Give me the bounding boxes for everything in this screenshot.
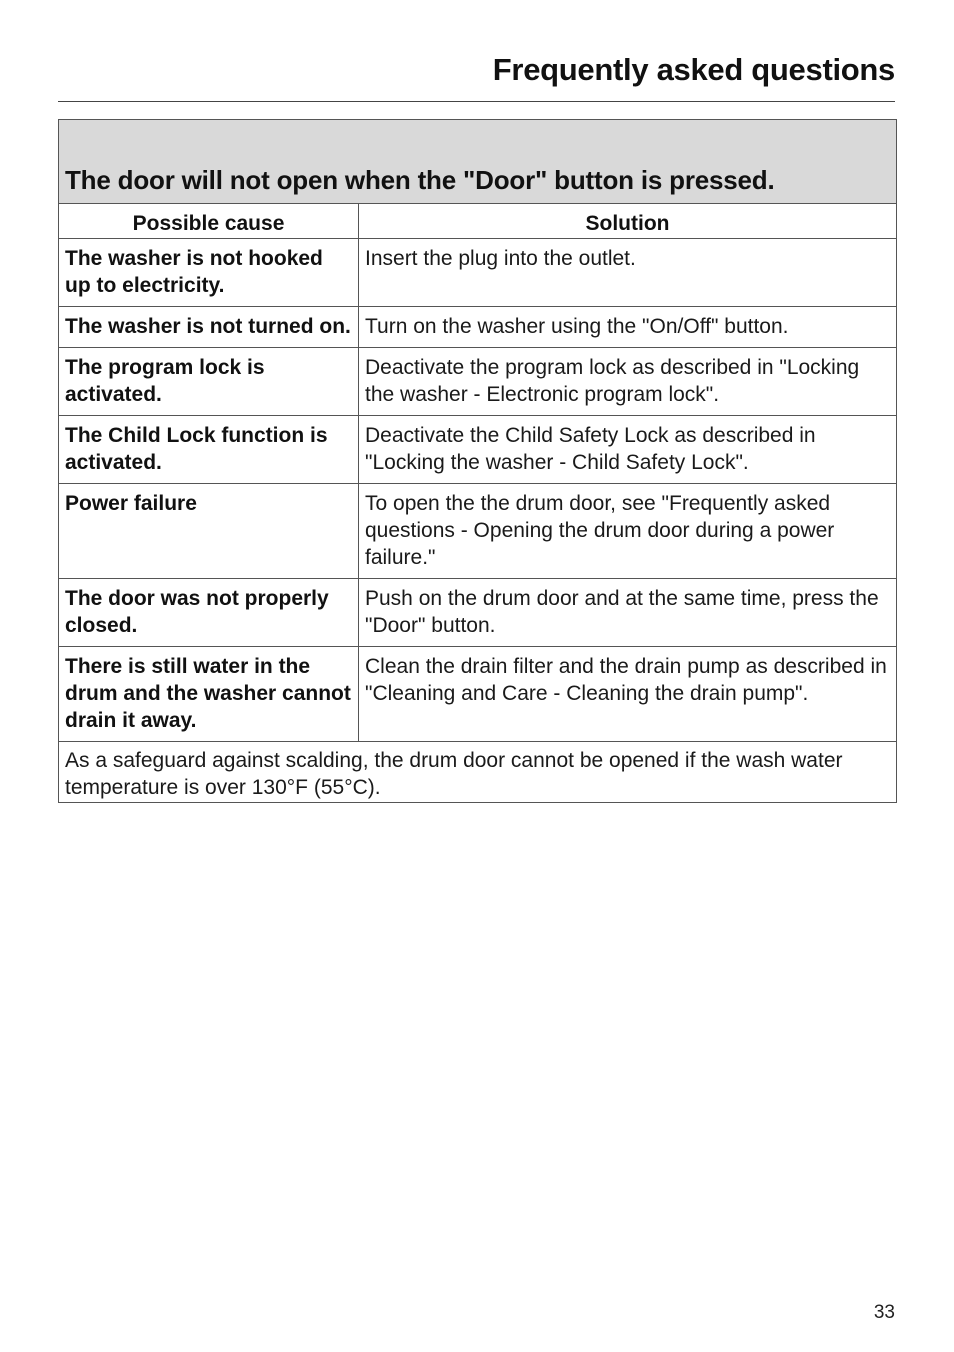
cause-cell: There is still water in the drum and the washer cannot drain it away. bbox=[59, 647, 359, 742]
header-divider bbox=[58, 101, 895, 102]
solution-cell: Clean the drain filter and the drain pump as described in "Cleaning and Care - Cleaning the drain pump". bbox=[359, 647, 897, 742]
table-row bbox=[59, 239, 897, 307]
table-row bbox=[59, 647, 897, 742]
cause-cell: The program lock is activated. bbox=[59, 348, 359, 416]
faq-table bbox=[58, 119, 897, 803]
section-heading-row bbox=[59, 120, 897, 204]
solution-cell: Deactivate the Child Safety Lock as described in "Locking the washer - Child Safety Lock". bbox=[359, 416, 897, 484]
solution-cell: Insert the plug into the outlet. bbox=[359, 239, 897, 307]
cause-cell: The washer is not hooked up to electricity. bbox=[59, 239, 359, 307]
table-row bbox=[59, 579, 897, 647]
cause-cell: The Child Lock function is activated. bbox=[59, 416, 359, 484]
cause-cell: The washer is not turned on. bbox=[59, 307, 359, 348]
solution-cell: To open the the drum door, see "Frequently asked questions - Opening the drum door during a power failure." bbox=[359, 484, 897, 579]
table-row bbox=[59, 484, 897, 579]
note-row bbox=[59, 742, 897, 803]
solution-cell: Turn on the washer using the "On/Off" button. bbox=[359, 307, 897, 348]
table-row bbox=[59, 348, 897, 416]
cause-cell: The door was not properly closed. bbox=[59, 579, 359, 647]
page-title: Frequently asked questions bbox=[492, 52, 895, 87]
column-header-cause: Possible cause bbox=[59, 204, 359, 239]
table-row bbox=[59, 416, 897, 484]
safety-note: As a safeguard against scalding, the drum door cannot be opened if the wash water temperature is over 130°F (55°C). bbox=[59, 742, 897, 803]
solution-cell: Deactivate the program lock as described in "Locking the washer - Electronic program lock". bbox=[359, 348, 897, 416]
table-row bbox=[59, 307, 897, 348]
page-number: 33 bbox=[873, 1302, 895, 1323]
column-header-solution: Solution bbox=[359, 204, 897, 239]
solution-cell: Push on the drum door and at the same time, press the "Door" button. bbox=[359, 579, 897, 647]
column-header-row bbox=[59, 204, 897, 239]
cause-cell: Power failure bbox=[59, 484, 359, 579]
section-heading: The door will not open when the "Door" button is pressed. bbox=[59, 120, 897, 204]
